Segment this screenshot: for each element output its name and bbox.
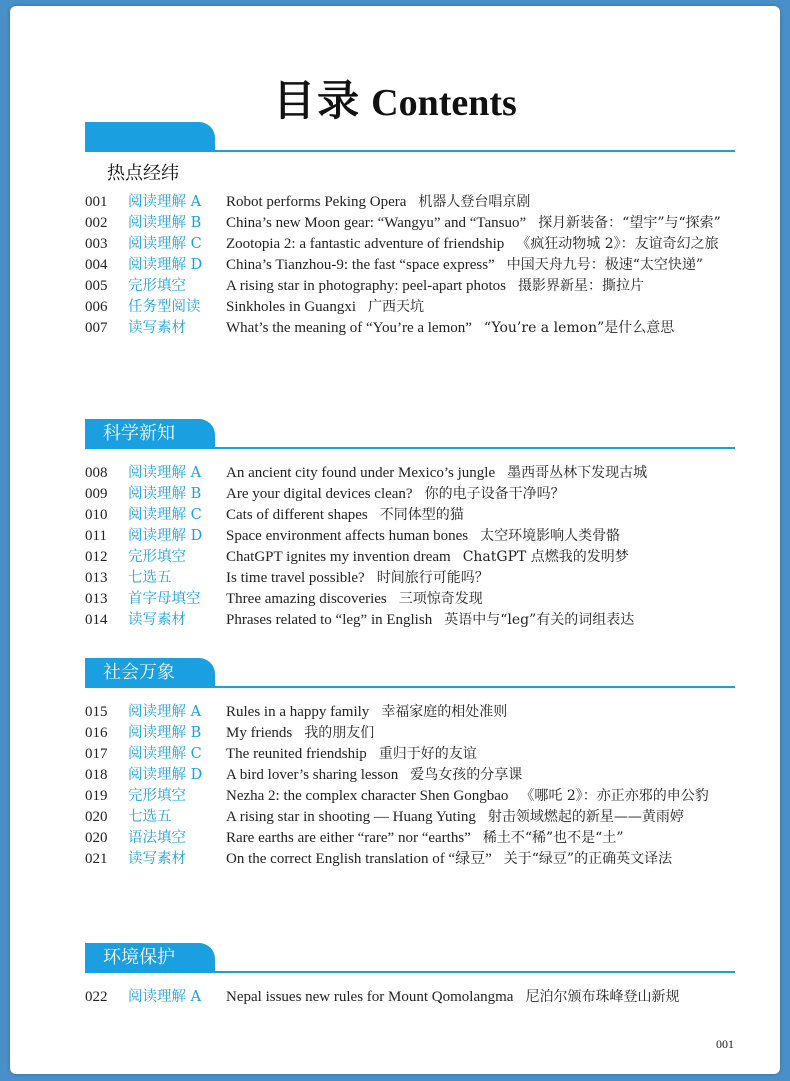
entry-title-zh: 《疯狂动物城 2》：友谊奇幻之旅	[516, 236, 719, 252]
entry-title	[226, 297, 735, 318]
toc-entry[interactable]	[85, 987, 735, 1008]
toc-entry[interactable]	[85, 318, 735, 339]
entry-title-zh: 摄影界新星：撕拉片	[517, 278, 644, 294]
entry-title-zh: 我的朋友们	[304, 725, 375, 741]
entry-page-number: 014	[85, 612, 108, 628]
entry-type: 阅读理解 A	[128, 465, 202, 481]
entry-title-en: Rare earths are either “rare” nor “earths”	[226, 830, 471, 846]
section-rule	[85, 447, 735, 449]
entry-type: 阅读理解 A	[128, 194, 202, 210]
toc-entry[interactable]	[85, 547, 735, 568]
entry-title	[226, 505, 735, 526]
entry-page-number: 006	[85, 299, 108, 315]
toc-entry[interactable]	[85, 723, 735, 744]
entry-title-zh: 射击领域燃起的新星——黄雨婷	[487, 809, 684, 825]
entry-title-zh: 《哪吒 2》：亦正亦邪的申公豹	[520, 788, 709, 804]
entry-title-zh: 不同体型的猫	[379, 507, 464, 523]
entry-type: 阅读理解 B	[128, 215, 202, 231]
entry-title-zh: 重归于好的友谊	[378, 746, 477, 762]
entry-title-zh: 关于“绿豆”的正确英文译法	[503, 851, 673, 867]
entry-title	[226, 610, 735, 631]
entry-page-number: 004	[85, 257, 108, 273]
entry-page-number: 018	[85, 767, 108, 783]
section-tab: 社会万象	[85, 658, 215, 688]
toc-entry[interactable]	[85, 744, 735, 765]
toc-entry[interactable]	[85, 610, 735, 631]
entry-title-en: Rules in a happy family	[226, 704, 370, 720]
entry-title	[226, 213, 735, 234]
entry-title-zh: 你的电子设备干净吗？	[424, 486, 565, 502]
entry-title	[226, 828, 735, 849]
section-bar	[85, 943, 735, 973]
entry-page-number: 003	[85, 236, 108, 252]
entry-title-zh: 机器人登台唱京剧	[418, 194, 531, 210]
entry-title-en: Are your digital devices clean?	[226, 486, 413, 502]
section-entries	[85, 192, 735, 339]
entry-type: 完形填空	[128, 549, 186, 565]
entry-title-zh: 幸福家庭的相处准则	[381, 704, 508, 720]
entry-title-en: Is time travel possible?	[226, 570, 365, 586]
section-bar	[85, 122, 735, 152]
entry-title-en: China’s new Moon gear: “Wangyu” and “Tansuo”	[226, 215, 527, 231]
section-rule	[85, 150, 735, 152]
toc-entry[interactable]	[85, 192, 735, 213]
entry-title-en: What’s the meaning of “You’re a lemon”	[226, 320, 472, 336]
entry-title-zh: ChatGPT 点燃我的发明梦	[462, 549, 629, 565]
entry-type: 阅读理解 C	[128, 507, 202, 523]
entry-type: 读写素材	[128, 612, 186, 628]
entry-title-en: A rising star in shooting — Huang Yuting	[226, 809, 476, 825]
entry-type: 七选五	[128, 570, 172, 586]
entry-type: 完形填空	[128, 788, 186, 804]
entry-title-zh: 探月新装备：“望宇”与“探索”	[538, 215, 721, 231]
section-bar	[85, 419, 735, 449]
entry-title	[226, 547, 735, 568]
entry-type: 阅读理解 A	[128, 989, 202, 1005]
entry-title-en: A bird lover’s sharing lesson	[226, 767, 399, 783]
toc-entry[interactable]	[85, 702, 735, 723]
entry-title-en: Space environment affects human bones	[226, 528, 469, 544]
entry-title	[226, 463, 735, 484]
toc-entry[interactable]	[85, 255, 735, 276]
section-society	[85, 658, 735, 870]
entry-title	[226, 568, 735, 589]
entry-page-number: 005	[85, 278, 108, 294]
section-hot-topics	[85, 122, 735, 339]
toc-entry[interactable]	[85, 297, 735, 318]
entry-page-number: 015	[85, 704, 108, 720]
entry-type: 语法填空	[128, 830, 186, 846]
toc-entry[interactable]	[85, 849, 735, 870]
toc-entry[interactable]	[85, 234, 735, 255]
entry-type: 读写素材	[128, 320, 186, 336]
entry-title-en: Zootopia 2: a fantastic adventure of friendship	[226, 236, 505, 252]
entry-title	[226, 255, 735, 276]
entry-title	[226, 318, 735, 339]
section-tab: 环境保护	[85, 943, 215, 973]
entry-type: 阅读理解 D	[128, 257, 203, 273]
entry-page-number: 022	[85, 989, 108, 1005]
entry-title-zh: 尼泊尔颁布珠峰登山新规	[525, 989, 680, 1005]
entry-page-number: 021	[85, 851, 108, 867]
section-heading: 热点经纬	[107, 163, 179, 184]
entry-page-number: 013	[85, 591, 108, 607]
entry-title	[226, 526, 735, 547]
entry-page-number: 001	[85, 194, 108, 210]
entry-title	[226, 807, 735, 828]
entry-page-number: 011	[85, 528, 107, 544]
section-bar	[85, 658, 735, 688]
title-cn: 目录	[273, 76, 362, 125]
entry-title	[226, 765, 735, 786]
toc-entry[interactable]	[85, 526, 735, 547]
entry-type: 阅读理解 B	[128, 486, 202, 502]
entry-title-en: China’s Tianzhou-9: the fast “space express”	[226, 257, 495, 273]
section-rule	[85, 971, 735, 973]
entry-title	[226, 702, 735, 723]
title-en: Contents	[371, 82, 517, 124]
entry-title-en: My friends	[226, 725, 293, 741]
entry-page-number: 020	[85, 809, 108, 825]
entry-page-number: 013	[85, 570, 108, 586]
entry-type: 读写素材	[128, 851, 186, 867]
entry-title-zh: 墨西哥丛林下发现古城	[507, 465, 648, 481]
toc-entry[interactable]	[85, 589, 735, 610]
entry-title-en: The reunited friendship	[226, 746, 367, 762]
entry-title-en: Three amazing discoveries	[226, 591, 387, 607]
toc-page	[10, 6, 780, 1074]
entry-page-number: 012	[85, 549, 108, 565]
entry-title	[226, 987, 735, 1008]
entry-title-zh: 英语中与“leg”有关的词组表达	[444, 612, 635, 628]
toc-entry[interactable]	[85, 484, 735, 505]
entry-title-zh: 爱鸟女孩的分享课	[410, 767, 523, 783]
entry-page-number: 010	[85, 507, 108, 523]
entry-title-zh: 稀土不“稀”也不是“土”	[482, 830, 624, 846]
section-tab	[85, 122, 215, 152]
section-entries	[85, 987, 735, 1008]
entry-type: 阅读理解 D	[128, 767, 203, 783]
entry-title-zh: 广西天坑	[368, 299, 424, 315]
entry-type: 阅读理解 C	[128, 746, 202, 762]
entry-type: 阅读理解 B	[128, 725, 202, 741]
entry-title-en: Robot performs Peking Opera	[226, 194, 407, 210]
entry-title	[226, 786, 735, 807]
entry-title	[226, 484, 735, 505]
entry-title-en: Sinkholes in Guangxi	[226, 299, 356, 315]
entry-title-en: A rising star in photography: peel-apart photos	[226, 278, 506, 294]
section-rule	[85, 686, 735, 688]
entry-title-zh: 中国天舟九号：极速“太空快递”	[506, 257, 704, 273]
entry-title-en: On the correct English translation of “绿豆”	[226, 851, 492, 867]
entry-title	[226, 589, 735, 610]
entry-title-zh: “You’re a lemon”是什么意思	[483, 320, 675, 336]
toc-entry[interactable]	[85, 807, 735, 828]
section-entries	[85, 463, 735, 631]
entry-type: 七选五	[128, 809, 172, 825]
entry-title-en: Phrases related to “leg” in English	[226, 612, 433, 628]
entry-title	[226, 276, 735, 297]
entry-page-number: 020	[85, 830, 108, 846]
entry-title-zh: 三项惊奇发现	[398, 591, 483, 607]
entry-page-number: 016	[85, 725, 108, 741]
entry-type: 阅读理解 C	[128, 236, 202, 252]
entry-title	[226, 849, 735, 870]
entry-type: 首字母填空	[128, 591, 201, 607]
entry-title	[226, 723, 735, 744]
entry-title	[226, 234, 735, 255]
section-entries	[85, 702, 735, 870]
toc-entry[interactable]	[85, 828, 735, 849]
entry-title-zh: 时间旅行可能吗？	[376, 570, 489, 586]
entry-page-number: 007	[85, 320, 108, 336]
entry-title	[226, 192, 735, 213]
entry-title-en: Nezha 2: the complex character Shen Gongbao	[226, 788, 509, 804]
section-tab: 科学新知	[85, 419, 215, 449]
page-number: 001	[716, 1037, 734, 1051]
toc-entry[interactable]	[85, 463, 735, 484]
toc-entry[interactable]	[85, 276, 735, 297]
toc-entry[interactable]	[85, 213, 735, 234]
toc-entry[interactable]	[85, 765, 735, 786]
entry-title-en: Nepal issues new rules for Mount Qomolangma	[226, 989, 514, 1005]
entry-type: 阅读理解 D	[128, 528, 203, 544]
entry-page-number: 002	[85, 215, 108, 231]
page-title	[10, 68, 780, 128]
entry-page-number: 019	[85, 788, 108, 804]
entry-type: 阅读理解 A	[128, 704, 202, 720]
section-science	[85, 419, 735, 631]
entry-title-zh: 太空环境影响人类骨骼	[480, 528, 621, 544]
entry-type: 任务型阅读	[128, 299, 201, 315]
toc-entry[interactable]	[85, 786, 735, 807]
entry-page-number: 017	[85, 746, 108, 762]
entry-type: 完形填空	[128, 278, 186, 294]
entry-title	[226, 744, 735, 765]
toc-entry[interactable]	[85, 568, 735, 589]
entry-page-number: 008	[85, 465, 108, 481]
entry-title-en: An ancient city found under Mexico’s jungle	[226, 465, 496, 481]
toc-entry[interactable]	[85, 505, 735, 526]
entry-title-en: ChatGPT ignites my invention dream	[226, 549, 451, 565]
section-environment	[85, 943, 735, 1008]
entry-page-number: 009	[85, 486, 108, 502]
entry-title-en: Cats of different shapes	[226, 507, 368, 523]
